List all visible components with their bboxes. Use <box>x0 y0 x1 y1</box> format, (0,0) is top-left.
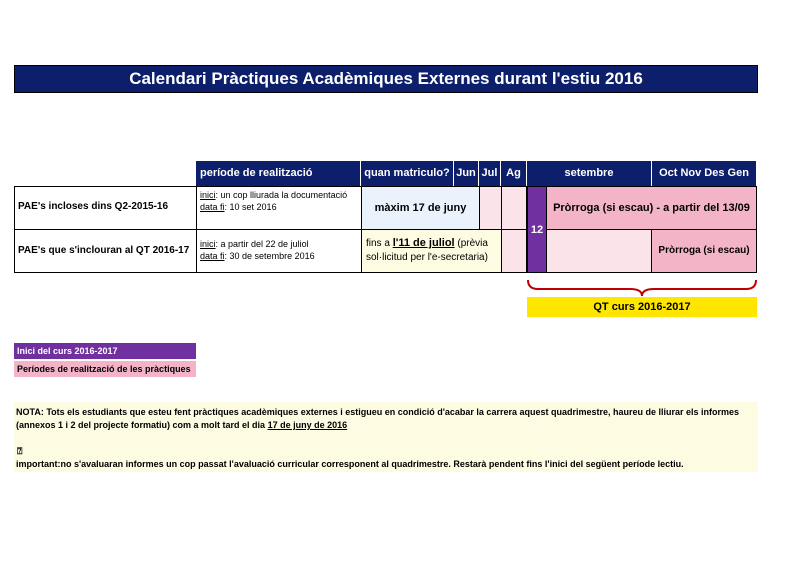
row1-ag-cell <box>501 186 527 230</box>
row1-extension: Pròrroga (si escau) - a partir del 13/09 <box>546 186 757 230</box>
legend-periodes: Períodes de realització de les pràctiques <box>14 361 196 377</box>
header-ag: Ag <box>501 161 527 186</box>
note-line2-prefix: (annexos 1 i 2 del projecte formatiu) com a molt tard el dia <box>16 420 268 430</box>
bracket-path <box>528 280 756 296</box>
row2-ag-cell <box>501 229 527 273</box>
row1-periode <box>196 186 362 230</box>
row1-label: PAE's incloses dins Q2-2015-16 <box>14 186 197 230</box>
row2-periode <box>196 229 362 273</box>
note-line2 <box>16 419 758 432</box>
header-periode: període de realització <box>196 161 361 186</box>
row1-matriculo: màxim 17 de juny <box>361 186 480 230</box>
row2-matriculo-prefix: fins a <box>366 238 393 249</box>
row2-inici-text: : a partir del 22 de juliol <box>215 239 309 249</box>
row1-jul-cell <box>479 186 502 230</box>
header-jul: Jul <box>479 161 501 186</box>
note-line1: NOTA: Tots els estudiants que esteu fent pràctiques acadèmiques externes i estigueu en condició d'acabar la carrera aquest quadrimestre, haureu de lliurar els informes <box>16 407 740 417</box>
qt-bracket <box>526 278 758 298</box>
row2-fi-label: data fi <box>200 251 225 261</box>
legend-inici: Inici del curs 2016-2017 <box>14 343 196 359</box>
sept-day-marker: 12 <box>527 186 547 273</box>
row2-matriculo-date: l'11 de juliol <box>392 237 455 249</box>
header-setembre: setembre <box>527 161 652 186</box>
row2-matriculo <box>361 229 502 273</box>
page-title: Calendari Pràctiques Acadèmiques Externes durant l'estiu 2016 <box>14 65 758 93</box>
note-glyph-icon: ⍰ <box>17 446 23 456</box>
note-deadline: 17 de juny de 2016 <box>267 420 348 430</box>
row2-sept-cell <box>546 229 652 273</box>
row1-fi-text: : 10 set 2016 <box>224 202 277 212</box>
row2-inici-label: inici <box>200 239 216 249</box>
header-matriculo: quan matriculo? <box>361 161 454 186</box>
row1-inici-label: inici <box>200 190 216 200</box>
qt-label: QT curs 2016-2017 <box>527 297 757 317</box>
row2-extension: Pròrroga (si escau) <box>651 229 757 273</box>
row1-inici-text: : un cop lliurada la documentació <box>215 190 348 200</box>
row1-fi-label: data fi <box>200 202 225 212</box>
row2-label: PAE's que s'inclouran al QT 2016-17 <box>14 229 197 273</box>
header-jun: Jun <box>454 161 479 186</box>
row2-fi-text: : 30 de setembre 2016 <box>224 251 315 261</box>
note-important: important:no s'avaluaran informes un cop passat l'avaluació curricular corresponent al quadrimestre. Restarà pendent fins l'inici del següent període lectiu. <box>16 459 684 469</box>
header-later-months: Oct Nov Des Gen <box>652 161 756 186</box>
row2-matriculo-suffix: (prèvia sol·licitud per l'e-secretaria) <box>366 238 488 263</box>
